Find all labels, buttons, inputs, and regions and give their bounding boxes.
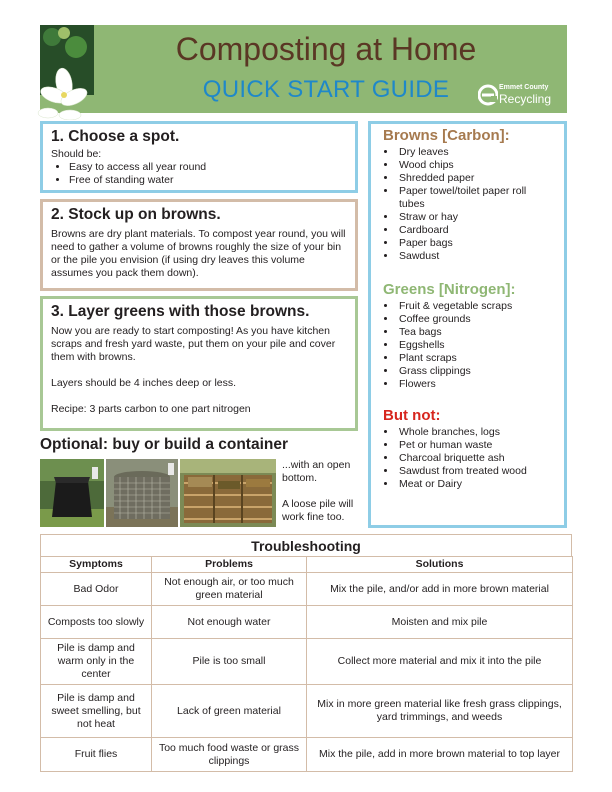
but-not-item: • Charcoal briquette ash <box>397 452 552 465</box>
troubleshooting-section <box>40 534 572 772</box>
step-1-item: • Free of standing water <box>69 174 347 187</box>
table-row <box>41 738 573 772</box>
compost-bin-photo <box>40 459 104 527</box>
table-row <box>41 573 573 606</box>
symptom-cell: Bad Odor <box>41 573 152 606</box>
header-symptoms: Symptoms <box>41 557 152 573</box>
problem-cell: Pile is too small <box>152 639 307 685</box>
step-2-box <box>40 199 358 291</box>
materials-panel <box>368 121 567 528</box>
greens-item: • Eggshells <box>397 339 552 352</box>
browns-list <box>383 146 552 263</box>
symptom-cell: Composts too slowly <box>41 606 152 639</box>
solution-cell: Mix the pile, and/or add in more brown material <box>307 573 573 606</box>
solution-cell: Moisten and mix pile <box>307 606 573 639</box>
problem-cell: Lack of green material <box>152 685 307 738</box>
but-not-heading: But not: <box>383 407 441 424</box>
step-1-list <box>51 161 347 187</box>
greens-item: • Grass clippings <box>397 365 552 378</box>
step-2-heading: 2. Stock up on browns. <box>51 206 221 223</box>
step-1-heading: 1. Choose a spot. <box>51 128 180 145</box>
step-1-box <box>40 121 358 193</box>
optional-note-open-bottom: ...with an open bottom. <box>282 459 351 484</box>
browns-item: • Paper bags <box>397 237 552 250</box>
greens-item: • Flowers <box>397 378 552 391</box>
problem-cell: Too much food waste or grass clippings <box>152 738 307 772</box>
header-solutions: Solutions <box>307 557 573 573</box>
but-not-list <box>383 426 552 491</box>
solution-cell: Mix in more green material like fresh grass clippings, yard trimmings, and weeds <box>307 685 573 738</box>
logo-text-recycling: Recycling <box>499 92 552 106</box>
step-3-box <box>40 296 358 431</box>
step-3-recipe: Recipe: 3 parts carbon to one part nitrogen <box>51 403 251 415</box>
greens-item: • Plant scraps <box>397 352 552 365</box>
greens-item: • Fruit & vegetable scraps <box>397 300 552 313</box>
symptom-cell: Fruit flies <box>41 738 152 772</box>
but-not-item: • Whole branches, logs <box>397 426 552 439</box>
page-title: Composting at Home <box>175 31 477 67</box>
browns-heading: Browns [Carbon]: <box>383 127 510 144</box>
browns-item: • Shredded paper <box>397 172 552 185</box>
greens-list <box>383 300 552 391</box>
troubleshooting-title: Troubleshooting <box>40 534 572 556</box>
recycling-logo-icon <box>478 84 498 106</box>
step-1-intro: Should be: <box>51 148 102 160</box>
wooden-bin-photo <box>180 459 276 527</box>
troubleshooting-table <box>40 556 573 772</box>
table-row <box>41 606 573 639</box>
browns-item: • Dry leaves <box>397 146 552 159</box>
step-2-text: Browns are dry plant materials. To compost year round, you will need to gather a volume of browns roughly the size of your bin or the pile you envision (if using dry leaves this volume assumes you pack them down). <box>51 228 346 279</box>
step-1-item: • Easy to access all year round <box>69 161 347 174</box>
optional-note-loose-pile: A loose pile will work fine too. <box>282 498 354 523</box>
step-3-layers: Layers should be 4 inches deep or less. <box>51 377 237 389</box>
browns-item: • Cardboard <box>397 224 552 237</box>
solution-cell: Mix the pile, add in more brown material to top layer <box>307 738 573 772</box>
but-not-item: • Sawdust from treated wood <box>397 465 552 478</box>
wire-bin-photo <box>106 459 178 527</box>
greens-item: • Coffee grounds <box>397 313 552 326</box>
table-row <box>41 639 573 685</box>
header-problems: Problems <box>152 557 307 573</box>
browns-item: • Sawdust <box>397 250 552 263</box>
optional-heading: Optional: buy or build a container <box>40 436 289 453</box>
browns-item: • Wood chips <box>397 159 552 172</box>
greens-heading: Greens [Nitrogen]: <box>383 281 516 298</box>
greens-item: • Tea bags <box>397 326 552 339</box>
problem-cell: Not enough air, or too much green material <box>152 573 307 606</box>
but-not-item: • Pet or human waste <box>397 439 552 452</box>
solution-cell: Collect more material and mix it into the pile <box>307 639 573 685</box>
symptom-cell: Pile is damp and sweet smelling, but not heat <box>41 685 152 738</box>
step-3-heading: 3. Layer greens with those browns. <box>51 303 310 320</box>
but-not-item: • Meat or Dairy <box>397 478 552 491</box>
browns-item: • Straw or hay <box>397 211 552 224</box>
emmet-county-recycling-logo <box>478 82 558 108</box>
problem-cell: Not enough water <box>152 606 307 639</box>
symptom-cell: Pile is damp and warm only in the center <box>41 639 152 685</box>
step-3-text: Now you are ready to start composting! As you have kitchen scraps and fresh yard waste, put them on your pile and cover them with browns. <box>51 325 336 363</box>
browns-item: • Paper towel/toilet paper roll tubes <box>397 185 552 211</box>
table-header-row <box>41 557 573 573</box>
logo-text-county: Emmet County <box>499 84 549 91</box>
table-row <box>41 685 573 738</box>
trillium-photo <box>34 25 94 120</box>
page-subtitle: QUICK START GUIDE <box>202 76 450 103</box>
